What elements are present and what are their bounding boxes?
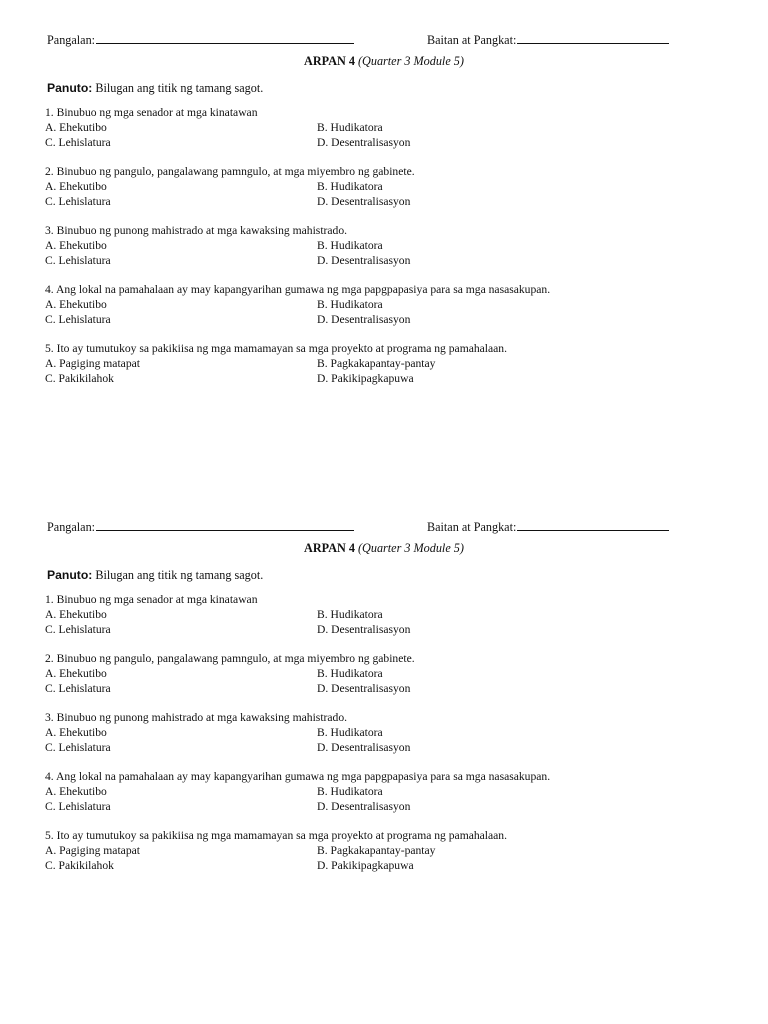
choice-a: A. Ehekutibo	[45, 121, 107, 134]
choice-c: C. Lehislatura	[45, 682, 111, 695]
grade-section-blank-line	[517, 517, 669, 531]
choice-d: D. Desentralisasyon	[317, 254, 411, 267]
question-stem: 3. Binubuo ng punong mahistrado at mga kawaksing mahistrado.	[45, 711, 348, 724]
worksheet-title	[0, 541, 768, 559]
choice-d: D. Desentralisasyon	[317, 195, 411, 208]
choice-a: A. Ehekutibo	[45, 298, 107, 311]
choice-a: A. Ehekutibo	[45, 608, 107, 621]
choice-c: C. Lehislatura	[45, 195, 111, 208]
answer-choices	[45, 666, 768, 696]
question-stem: 5. Ito ay tumutukoy sa pakikiisa ng mga mamamayan sa mga proyekto at programa ng pamahalaan.	[45, 829, 508, 842]
grade-section-field	[427, 517, 669, 535]
answer-choices	[45, 179, 768, 209]
question-item	[45, 282, 768, 327]
answer-choices	[45, 607, 768, 637]
question-item	[45, 341, 768, 386]
choice-b: B. Pagkakapantay-pantay	[317, 357, 436, 370]
choice-c: C. Lehislatura	[45, 313, 111, 326]
choice-b: B. Hudikatora	[317, 298, 383, 311]
subject-title: ARPAN 4	[304, 541, 355, 555]
name-label: Pangalan:	[47, 520, 96, 534]
name-field	[47, 30, 354, 48]
answer-choices	[45, 784, 768, 814]
choice-a: A. Ehekutibo	[45, 667, 107, 680]
answer-choices	[45, 843, 768, 873]
choice-a: A. Pagiging matapat	[45, 357, 140, 370]
question-item	[45, 769, 768, 814]
name-blank-line	[96, 517, 354, 531]
choice-c: C. Lehislatura	[45, 254, 111, 267]
name-blank-line	[96, 30, 354, 44]
instructions-lead: Panuto:	[47, 568, 93, 582]
student-info-row	[0, 517, 768, 535]
question-list	[45, 105, 768, 386]
choice-b: B. Hudikatora	[317, 667, 383, 680]
choice-c: C. Pakikilahok	[45, 372, 114, 385]
question-item	[45, 592, 768, 637]
quarter-module: (Quarter 3 Module 5)	[357, 54, 464, 68]
choice-b: B. Hudikatora	[317, 608, 383, 621]
choice-b: B. Hudikatora	[317, 121, 383, 134]
question-stem: 1. Binubuo ng mga senador at mga kinatawan	[45, 593, 258, 606]
question-item	[45, 710, 768, 755]
question-item	[45, 651, 768, 696]
choice-c: C. Lehislatura	[45, 136, 111, 149]
quarter-module: (Quarter 3 Module 5)	[357, 541, 464, 555]
worksheet-top	[0, 30, 768, 400]
instructions	[47, 568, 768, 586]
choice-d: D. Desentralisasyon	[317, 800, 411, 813]
answer-choices	[45, 725, 768, 755]
instructions-lead: Panuto:	[47, 81, 93, 95]
choice-d: D. Pakikipagkapuwa	[317, 859, 414, 872]
student-info-row	[0, 30, 768, 48]
question-stem: 2. Binubuo ng pangulo, pangalawang pamngulo, at mga miyembro ng gabinete.	[45, 165, 415, 178]
choice-b: B. Hudikatora	[317, 180, 383, 193]
grade-section-field	[427, 30, 669, 48]
question-stem: 1. Binubuo ng mga senador at mga kinatawan	[45, 106, 258, 119]
name-field	[47, 517, 354, 535]
name-label: Pangalan:	[47, 33, 96, 47]
worksheet-bottom	[0, 517, 768, 887]
instructions-text: Bilugan ang titik ng tamang sagot.	[95, 81, 264, 95]
choice-a: A. Ehekutibo	[45, 180, 107, 193]
question-list	[45, 592, 768, 873]
choice-b: B. Hudikatora	[317, 726, 383, 739]
answer-choices	[45, 120, 768, 150]
instructions	[47, 81, 768, 99]
choice-a: A. Pagiging matapat	[45, 844, 140, 857]
question-item	[45, 105, 768, 150]
instructions-text: Bilugan ang titik ng tamang sagot.	[95, 568, 264, 582]
question-stem: 3. Binubuo ng punong mahistrado at mga kawaksing mahistrado.	[45, 224, 348, 237]
choice-a: A. Ehekutibo	[45, 239, 107, 252]
choice-b: B. Hudikatora	[317, 785, 383, 798]
question-stem: 4. Ang lokal na pamahalaan ay may kapangyarihan gumawa ng mga papgpapasiya para sa mga nasasakupan.	[45, 283, 551, 296]
choice-c: C. Lehislatura	[45, 800, 111, 813]
grade-section-blank-line	[517, 30, 669, 44]
answer-choices	[45, 297, 768, 327]
choice-d: D. Desentralisasyon	[317, 136, 411, 149]
question-item	[45, 164, 768, 209]
grade-section-label: Baitan at Pangkat:	[427, 33, 517, 47]
choice-d: D. Desentralisasyon	[317, 313, 411, 326]
choice-b: B. Hudikatora	[317, 239, 383, 252]
question-stem: 4. Ang lokal na pamahalaan ay may kapangyarihan gumawa ng mga papgpapasiya para sa mga nasasakupan.	[45, 770, 551, 783]
choice-a: A. Ehekutibo	[45, 726, 107, 739]
question-stem: 2. Binubuo ng pangulo, pangalawang pamngulo, at mga miyembro ng gabinete.	[45, 652, 415, 665]
grade-section-label: Baitan at Pangkat:	[427, 520, 517, 534]
choice-c: C. Lehislatura	[45, 741, 111, 754]
subject-title: ARPAN 4	[304, 54, 355, 68]
choice-d: D. Pakikipagkapuwa	[317, 372, 414, 385]
choice-c: C. Pakikilahok	[45, 859, 114, 872]
choice-c: C. Lehislatura	[45, 623, 111, 636]
choice-d: D. Desentralisasyon	[317, 682, 411, 695]
choice-d: D. Desentralisasyon	[317, 623, 411, 636]
choice-d: D. Desentralisasyon	[317, 741, 411, 754]
question-item	[45, 223, 768, 268]
choice-a: A. Ehekutibo	[45, 785, 107, 798]
choice-b: B. Pagkakapantay-pantay	[317, 844, 436, 857]
question-item	[45, 828, 768, 873]
answer-choices	[45, 356, 768, 386]
worksheet-title	[0, 54, 768, 72]
question-stem: 5. Ito ay tumutukoy sa pakikiisa ng mga mamamayan sa mga proyekto at programa ng pamahalaan.	[45, 342, 508, 355]
answer-choices	[45, 238, 768, 268]
